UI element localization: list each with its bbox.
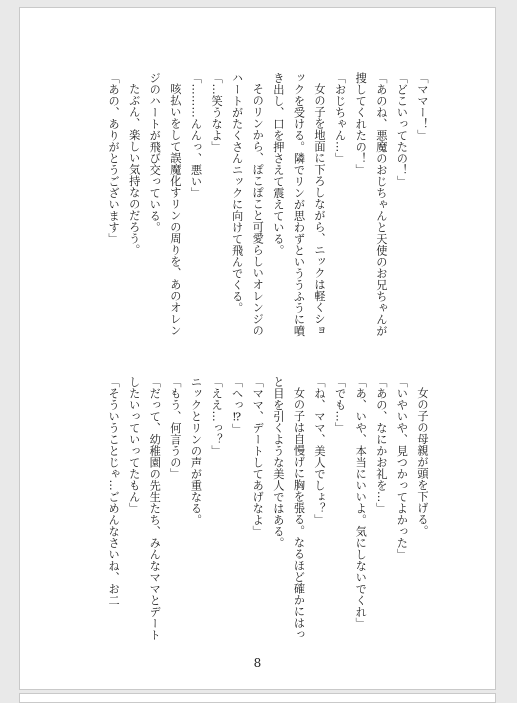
- paragraph: たぶん、楽しい気持なのだろう。: [127, 83, 141, 256]
- paragraph: 「だって、幼稚園の先生たち、みんなママとデートしたいっていってたもん」: [127, 376, 162, 641]
- paragraph: 女の子は自慢げに胸を張る。なるほど確かにはっと目を引くような美人ではある。: [271, 376, 306, 641]
- paragraph: 「へっ⁉」: [230, 376, 244, 436]
- paragraph: 「ね、ママ、美人でしょ？」: [313, 376, 327, 526]
- paragraph: ニックとリンの声が重なる。: [189, 376, 203, 526]
- paragraph: 「おじちゃん…」: [333, 72, 347, 164]
- paragraph: 「ママ、デートしてあげなよ」: [251, 376, 265, 537]
- paragraph: 「…笑うなよ」: [210, 72, 224, 153]
- paragraph: 「あのね、悪魔のおじちゃんと天使のお兄ちゃんが捜してくれたの！」: [354, 72, 388, 337]
- paragraph: そのリンから、ぽこぽこと可愛らしいオレンジのハートがたくさんニックに向けて飛んでくる。: [230, 72, 265, 337]
- paragraph: 「もう、何言うの」: [168, 376, 182, 480]
- paragraph: 「ええ…っ？」: [210, 376, 224, 457]
- paragraph: 咳払いをして誤魔化すリンの周りを、あのオレンジのハートが飛び交っている。: [148, 72, 182, 337]
- paragraph: 「あ、いや、本当にいいよ。気にしないでくれ」: [354, 376, 368, 629]
- page-number: 8: [253, 656, 262, 670]
- paragraph: 「でも…」: [333, 376, 347, 434]
- paragraph: 「どこいってたの！」: [395, 72, 409, 187]
- text-column-upper: [82, 72, 432, 344]
- text-column-lower: [82, 376, 432, 648]
- paragraph: 「あの、ありがとうございます」: [107, 72, 121, 245]
- paragraph: 「そういうことじゃ…ごめんなさいね、お二: [107, 376, 121, 606]
- document-page: [19, 7, 496, 690]
- paragraph: 「………んんっ、悪い」: [189, 72, 203, 199]
- paragraph: 女の子を地面に下ろしながら、ニックは軽くショックを受ける。隣でリンが思わずといううふうに噴き出し、口を押さえて震えている。: [271, 72, 327, 337]
- paragraph: 「ママー！」: [416, 72, 429, 141]
- paragraph: 女の子の母親が頭を下げる。: [416, 387, 429, 537]
- next-page-edge: [19, 693, 496, 703]
- paragraph: 「あの、なにかお礼を…」: [374, 376, 388, 514]
- paragraph: 「いやいや、見つかってよかった」: [395, 376, 409, 560]
